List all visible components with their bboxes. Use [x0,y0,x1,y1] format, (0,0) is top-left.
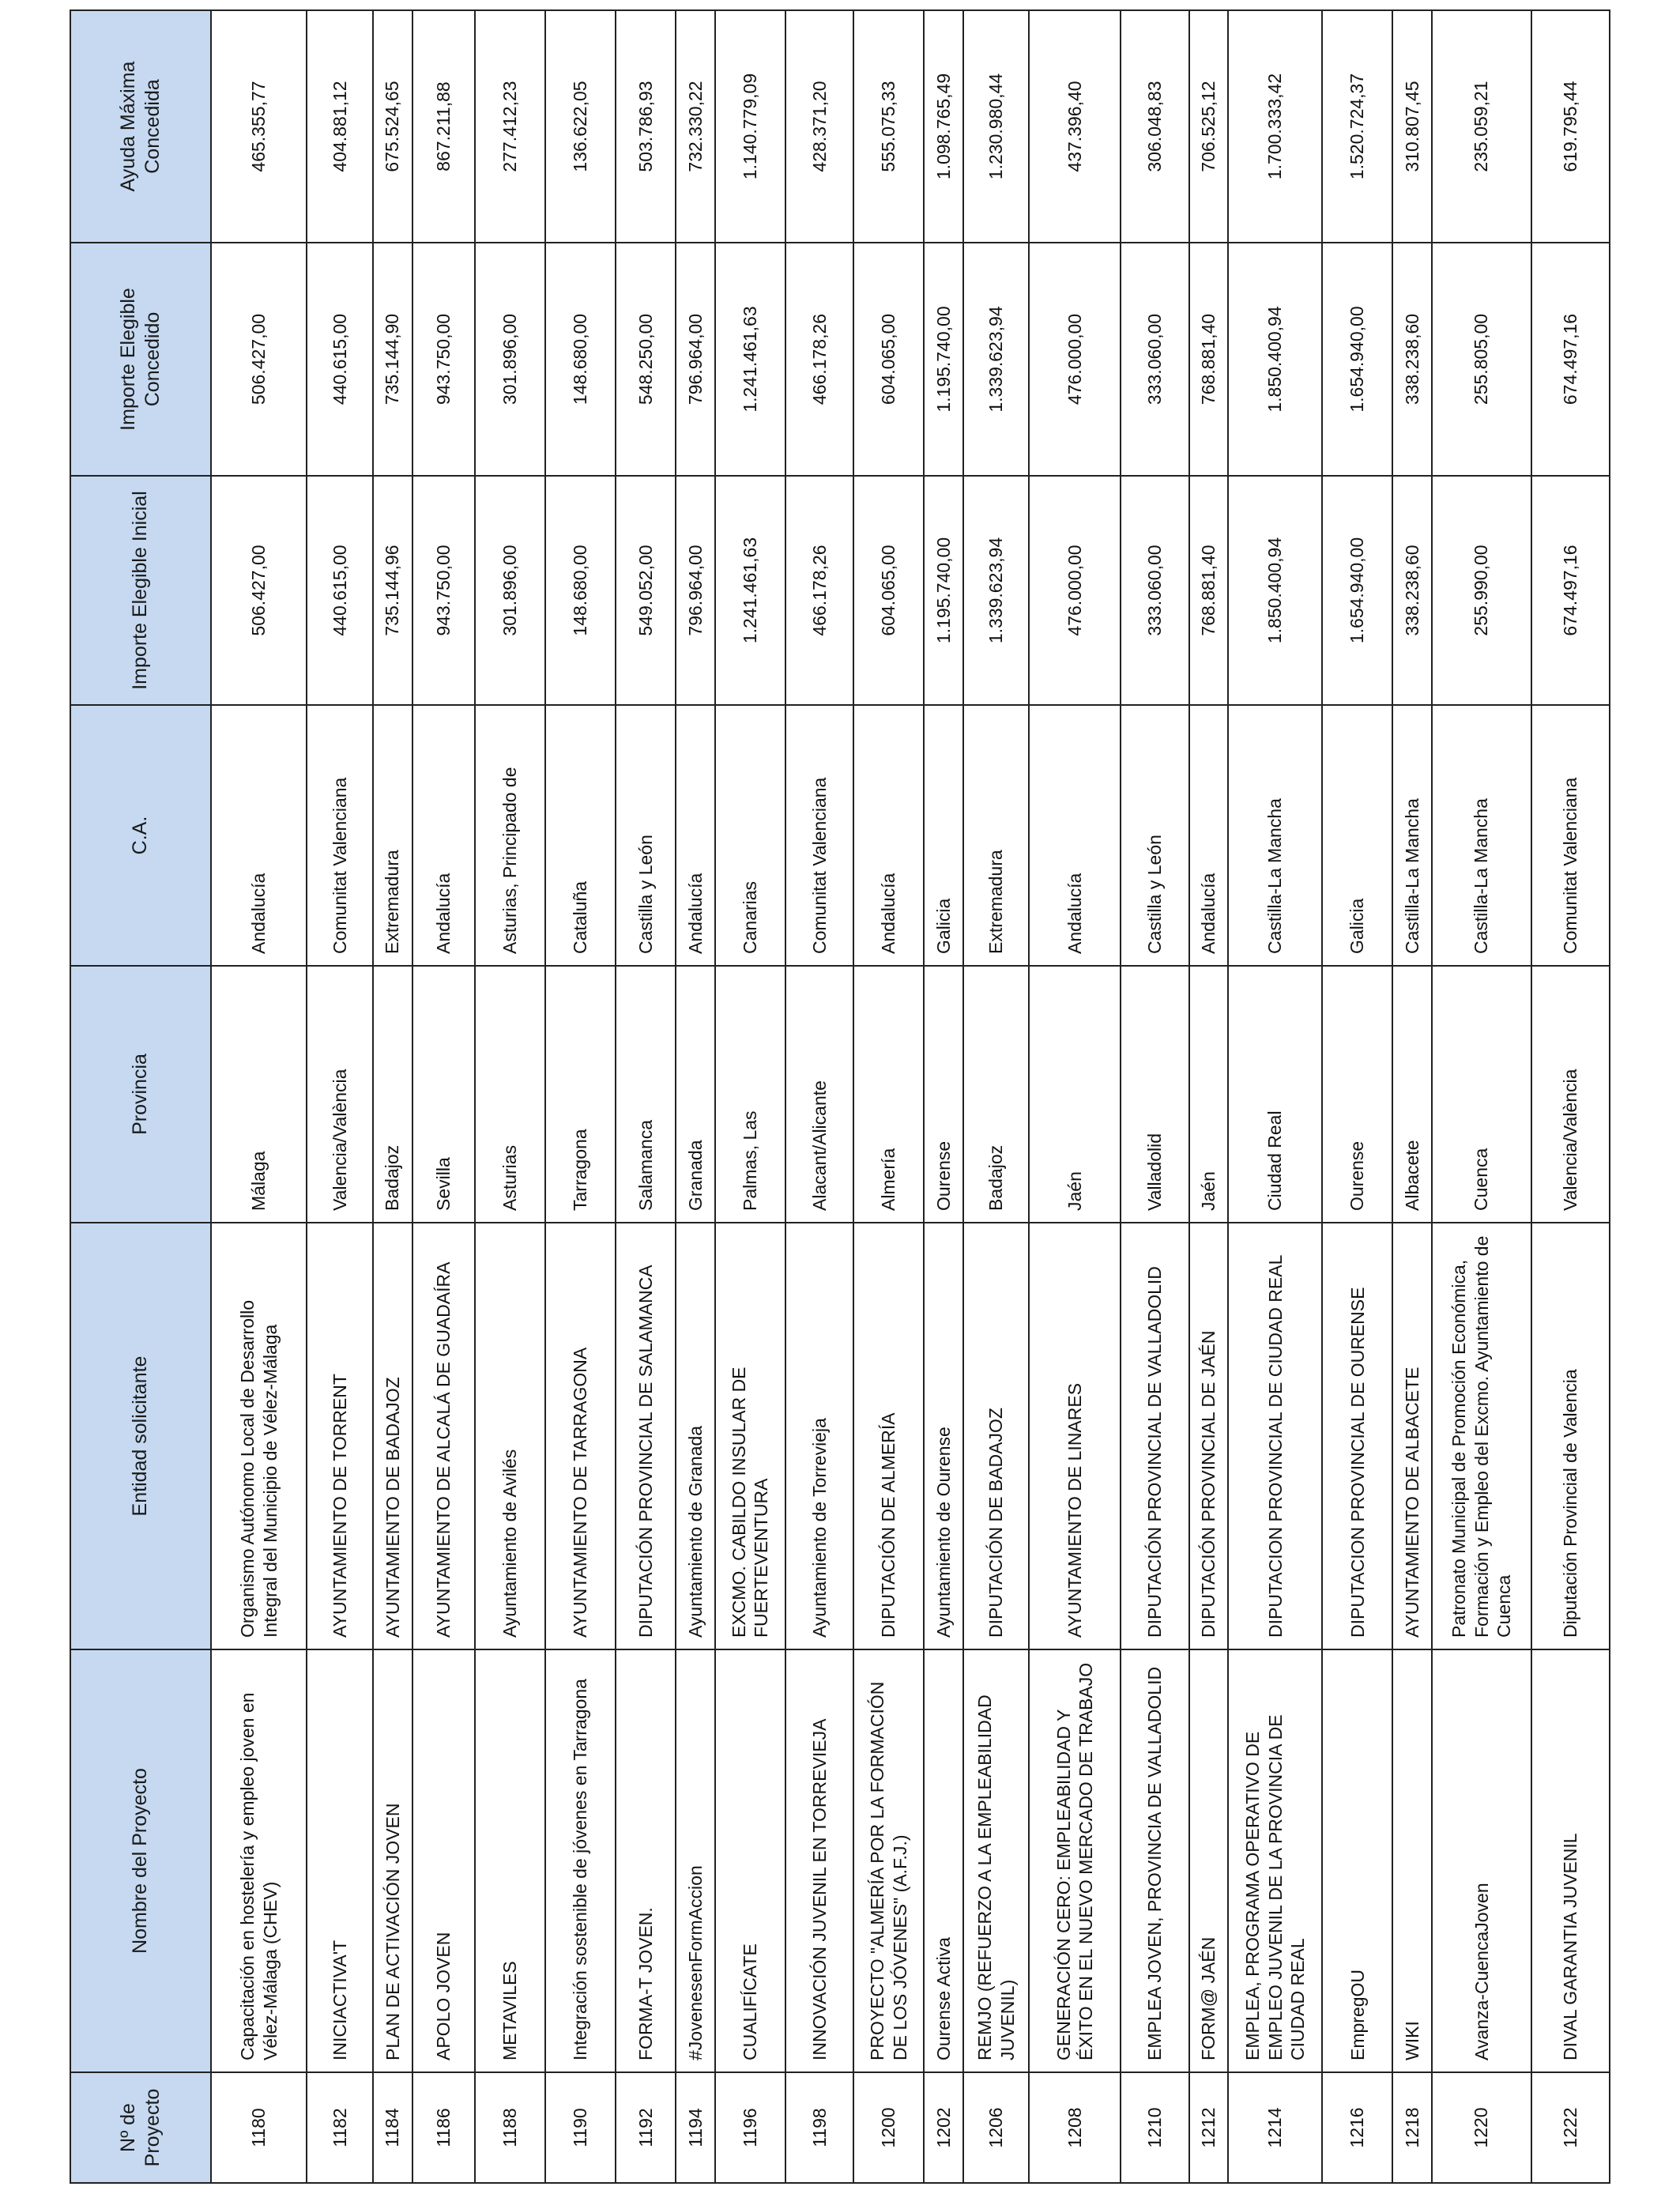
cell-granted-amount: 301.896,00 [475,243,545,476]
cell-province: Albacete [1392,966,1431,1223]
cell-project-name: Integración sostenible de jóvenes en Tarragona [545,1649,616,2072]
cell-province: Valencia/València [1531,966,1610,1223]
cell-applicant: Patronato Municipal de Promoción Económica, Formación y Empleo del Excmo. Ayuntamiento de Cuenca [1432,1223,1531,1649]
cell-region: Comunitat Valenciana [785,705,854,966]
cell-granted-amount: 768.881,40 [1189,243,1228,476]
table-row [963,10,1029,2183]
cell-project-number: 1218 [1392,2072,1431,2183]
cell-project-name: CUALIFÍCATE [715,1649,785,2072]
cell-project-name: INICIACTIVA'T [307,1649,373,2072]
cell-region: Extremadura [963,705,1029,966]
cell-region: Andalucía [676,705,714,966]
cell-project-number: 1222 [1531,2072,1610,2183]
cell-applicant: AYUNTAMIENTO DE ALBACETE [1392,1223,1431,1649]
cell-project-name: Ourense Activa [924,1649,962,2072]
cell-province: Salamanca [616,966,676,1223]
cell-max-aid: 428.371,20 [785,10,854,243]
cell-province: Tarragona [545,966,616,1223]
cell-max-aid: 306.048,83 [1121,10,1189,243]
cell-province: Badajoz [963,966,1029,1223]
header-max-aid: Ayuda Máxima Concedida [70,10,211,243]
cell-initial-amount: 440.615,00 [307,476,373,705]
cell-project-name: DIVAL GARANTIA JUVENIL [1531,1649,1610,2072]
cell-region: Canarias [715,705,785,966]
cell-applicant: Organismo Autónomo Local de Desarrollo Integral del Municipio de Vélez-Málaga [211,1223,307,1649]
cell-initial-amount: 1.339.623,94 [963,476,1029,705]
cell-project-number: 1206 [963,2072,1029,2183]
cell-region: Comunitat Valenciana [307,705,373,966]
cell-province: Ourense [924,966,962,1223]
cell-applicant: Ayuntamiento de Torrevieja [785,1223,854,1649]
cell-project-number: 1200 [853,2072,924,2183]
cell-project-number: 1198 [785,2072,854,2183]
cell-project-number: 1210 [1121,2072,1189,2183]
cell-project-name: WIKI [1392,1649,1431,2072]
header-province: Provincia [70,966,211,1223]
cell-project-number: 1196 [715,2072,785,2183]
cell-applicant: AYUNTAMIENTO DE ALCALÁ DE GUADAÍRA [412,1223,475,1649]
cell-region: Castilla-La Mancha [1432,705,1531,966]
cell-project-number: 1202 [924,2072,962,2183]
cell-initial-amount: 735.144,96 [373,476,412,705]
cell-region: Castilla y León [616,705,676,966]
cell-region: Cataluña [545,705,616,966]
cell-applicant: AYUNTAMIENTO DE LINARES [1029,1223,1121,1649]
cell-granted-amount: 1.339.623,94 [963,243,1029,476]
cell-granted-amount: 796.964,00 [676,243,714,476]
cell-project-number: 1194 [676,2072,714,2183]
cell-project-number: 1182 [307,2072,373,2183]
cell-province: Málaga [211,966,307,1223]
table-body [211,10,1610,2183]
cell-region: Extremadura [373,705,412,966]
cell-granted-amount: 1.195.740,00 [924,243,962,476]
header-project-number: Nº de Proyecto [70,2072,211,2183]
cell-province: Ourense [1322,966,1392,1223]
cell-max-aid: 277.412,23 [475,10,545,243]
cell-applicant: Ayuntamiento de Ourense [924,1223,962,1649]
table-row [1121,10,1189,2183]
cell-granted-amount: 548.250,00 [616,243,676,476]
cell-applicant: AYUNTAMIENTO DE TORRENT [307,1223,373,1649]
cell-max-aid: 1.098.765,49 [924,10,962,243]
table-row [715,10,785,2183]
cell-granted-amount: 1.654.940,00 [1322,243,1392,476]
cell-initial-amount: 506.427,00 [211,476,307,705]
cell-province: Sevilla [412,966,475,1223]
cell-region: Castilla-La Mancha [1392,705,1431,966]
cell-granted-amount: 943.750,00 [412,243,475,476]
rotated-page [70,11,1610,2184]
cell-max-aid: 136.622,05 [545,10,616,243]
cell-max-aid: 555.075,33 [853,10,924,243]
cell-granted-amount: 735.144,90 [373,243,412,476]
cell-initial-amount: 476.000,00 [1029,476,1121,705]
cell-project-name: Capacitación en hostelería y empleo joven en Vélez-Málaga (CHEV) [211,1649,307,2072]
cell-granted-amount: 466.178,26 [785,243,854,476]
cell-initial-amount: 1.241.461,63 [715,476,785,705]
table-row [1029,10,1121,2183]
cell-applicant: Ayuntamiento de Avilés [475,1223,545,1649]
cell-max-aid: 235.059,21 [1432,10,1531,243]
cell-province: Jaén [1029,966,1121,1223]
cell-granted-amount: 476.000,00 [1029,243,1121,476]
cell-province: Badajoz [373,966,412,1223]
cell-project-name: METAVILES [475,1649,545,2072]
cell-initial-amount: 333.060,00 [1121,476,1189,705]
cell-applicant: Ayuntamiento de Granada [676,1223,714,1649]
table-row [211,10,307,2183]
table-row [1392,10,1431,2183]
cell-max-aid: 465.355,77 [211,10,307,243]
cell-max-aid: 310.807,45 [1392,10,1431,243]
cell-max-aid: 675.524,65 [373,10,412,243]
table-row [475,10,545,2183]
cell-applicant: DIPUTACIÓN DE ALMERÍA [853,1223,924,1649]
cell-project-number: 1220 [1432,2072,1531,2183]
cell-initial-amount: 301.896,00 [475,476,545,705]
cell-initial-amount: 674.497,16 [1531,476,1610,705]
table-row [1322,10,1392,2183]
cell-granted-amount: 1.850.400,94 [1228,243,1322,476]
header-row [70,10,211,2183]
cell-applicant: DIPUTACIÓN DE BADAJOZ [963,1223,1029,1649]
cell-initial-amount: 1.195.740,00 [924,476,962,705]
cell-region: Castilla y León [1121,705,1189,966]
cell-province: Palmas, Las [715,966,785,1223]
cell-province: Granada [676,966,714,1223]
header-granted-amount: Importe Elegible Concedido [70,243,211,476]
cell-project-number: 1214 [1228,2072,1322,2183]
cell-project-number: 1208 [1029,2072,1121,2183]
cell-initial-amount: 466.178,26 [785,476,854,705]
cell-initial-amount: 1.850.400,94 [1228,476,1322,705]
table-row [1189,10,1228,2183]
cell-applicant: DIPUTACION PROVINCIAL DE CIUDAD REAL [1228,1223,1322,1649]
cell-applicant: AYUNTAMIENTO DE TARRAGONA [545,1223,616,1649]
cell-initial-amount: 796.964,00 [676,476,714,705]
cell-project-name: REMJO (REFUERZO A LA EMPLEABILIDAD JUVENIL) [963,1649,1029,2072]
cell-initial-amount: 549.052,00 [616,476,676,705]
cell-granted-amount: 604.065,00 [853,243,924,476]
cell-project-name: EMPLEA, PROGRAMA OPERATIVO DE EMPLEO JUVENIL DE LA PROVINCIA DE CIUDAD REAL [1228,1649,1322,2072]
table-row [785,10,854,2183]
table-row [616,10,676,2183]
cell-project-name: INNOVACIÓN JUVENIL EN TORREVIEJA [785,1649,854,2072]
cell-max-aid: 867.211,88 [412,10,475,243]
cell-initial-amount: 768.881,40 [1189,476,1228,705]
cell-max-aid: 732.330,22 [676,10,714,243]
cell-granted-amount: 148.680,00 [545,243,616,476]
cell-region: Castilla-La Mancha [1228,705,1322,966]
cell-project-name: #JovenesenFormAccion [676,1649,714,2072]
cell-province: Ciudad Real [1228,966,1322,1223]
table-row [1432,10,1531,2183]
header-initial-amount: Importe Elegible Inicial [70,476,211,705]
cell-region: Andalucía [211,705,307,966]
cell-project-number: 1192 [616,2072,676,2183]
cell-applicant: AYUNTAMIENTO DE BADAJOZ [373,1223,412,1649]
cell-max-aid: 619.795,44 [1531,10,1610,243]
cell-project-number: 1190 [545,2072,616,2183]
cell-province: Cuenca [1432,966,1531,1223]
cell-max-aid: 437.396,40 [1029,10,1121,243]
cell-initial-amount: 604.065,00 [853,476,924,705]
cell-project-number: 1212 [1189,2072,1228,2183]
cell-applicant: Diputación Provincial de Valencia [1531,1223,1610,1649]
cell-region: Galicia [1322,705,1392,966]
cell-region: Comunitat Valenciana [1531,705,1610,966]
cell-province: Valencia/València [307,966,373,1223]
cell-max-aid: 404.881,12 [307,10,373,243]
table-row [373,10,412,2183]
cell-max-aid: 706.525,12 [1189,10,1228,243]
table-row [924,10,962,2183]
cell-province: Alacant/Alicante [785,966,854,1223]
cell-province: Jaén [1189,966,1228,1223]
cell-project-name: Avanza-CuencaJoven [1432,1649,1531,2072]
cell-max-aid: 1.140.779,09 [715,10,785,243]
cell-region: Asturias, Principado de [475,705,545,966]
cell-project-name: FORM@ JAÉN [1189,1649,1228,2072]
cell-granted-amount: 674.497,16 [1531,243,1610,476]
cell-granted-amount: 506.427,00 [211,243,307,476]
cell-project-name: EmpregOU [1322,1649,1392,2072]
cell-max-aid: 1.700.333,42 [1228,10,1322,243]
cell-max-aid: 1.520.724,37 [1322,10,1392,243]
projects-table [70,9,1610,2184]
cell-max-aid: 503.786,93 [616,10,676,243]
cell-granted-amount: 255.805,00 [1432,243,1531,476]
table-row [676,10,714,2183]
cell-region: Andalucía [1029,705,1121,966]
cell-project-name: PROYECTO "ALMERÍA POR LA FORMACIÓN DE LOS JÓVENES" (A.F.J.) [853,1649,924,2072]
cell-applicant: DIPUTACIÓN PROVINCIAL DE SALAMANCA [616,1223,676,1649]
cell-project-number: 1216 [1322,2072,1392,2183]
cell-initial-amount: 148.680,00 [545,476,616,705]
cell-region: Andalucía [412,705,475,966]
table-row [1228,10,1322,2183]
table-row [1531,10,1610,2183]
header-project-name: Nombre del Proyecto [70,1649,211,2072]
header-region: C.A. [70,705,211,966]
cell-project-name: GENERACIÓN CERO: EMPLEABILIDAD Y ÉXITO EN EL NUEVO MERCADO DE TRABAJO [1029,1649,1121,2072]
cell-granted-amount: 440.615,00 [307,243,373,476]
cell-province: Valladolid [1121,966,1189,1223]
cell-project-number: 1186 [412,2072,475,2183]
cell-applicant: DIPUTACION PROVINCIAL DE OURENSE [1322,1223,1392,1649]
cell-granted-amount: 338.238,60 [1392,243,1431,476]
cell-project-name: PLAN DE ACTIVACIÓN JOVEN [373,1649,412,2072]
table-row [853,10,924,2183]
cell-region: Andalucía [1189,705,1228,966]
header-applicant: Entidad solicitante [70,1223,211,1649]
cell-region: Andalucía [853,705,924,966]
cell-initial-amount: 943.750,00 [412,476,475,705]
cell-project-number: 1188 [475,2072,545,2183]
cell-project-number: 1180 [211,2072,307,2183]
cell-project-number: 1184 [373,2072,412,2183]
cell-region: Galicia [924,705,962,966]
cell-applicant: DIPUTACIÓN PROVINCIAL DE VALLADOLID [1121,1223,1189,1649]
table-row [307,10,373,2183]
cell-project-name: APOLO JOVEN [412,1649,475,2072]
cell-applicant: EXCMO. CABILDO INSULAR DE FUERTEVENTURA [715,1223,785,1649]
cell-initial-amount: 338.238,60 [1392,476,1431,705]
cell-province: Asturias [475,966,545,1223]
cell-project-name: FORMA-T JOVEN. [616,1649,676,2072]
cell-initial-amount: 255.990,00 [1432,476,1531,705]
cell-project-name: EMPLEA JOVEN, PROVINCIA DE VALLADOLID [1121,1649,1189,2072]
cell-province: Almería [853,966,924,1223]
cell-initial-amount: 1.654.940,00 [1322,476,1392,705]
cell-applicant: DIPUTACIÓN PROVINCIAL DE JAÉN [1189,1223,1228,1649]
table-row [545,10,616,2183]
table-row [412,10,475,2183]
cell-granted-amount: 333.060,00 [1121,243,1189,476]
cell-max-aid: 1.230.980,44 [963,10,1029,243]
cell-granted-amount: 1.241.461,63 [715,243,785,476]
